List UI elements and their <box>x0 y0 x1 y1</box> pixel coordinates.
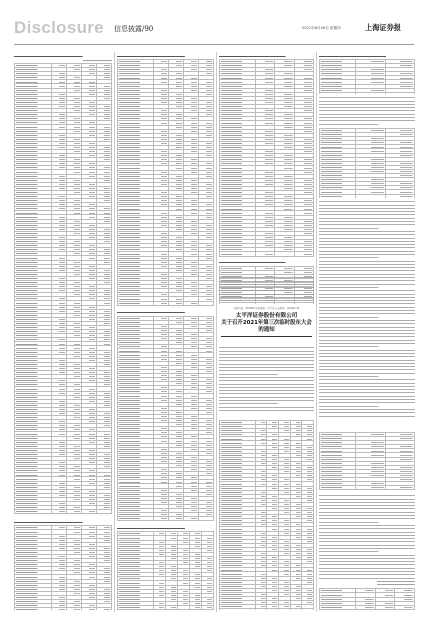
table-row <box>15 608 112 610</box>
column-4-footer <box>319 494 415 610</box>
masthead <box>0 0 428 40</box>
table-cell <box>220 252 256 256</box>
table-cell <box>395 609 415 610</box>
column-2 <box>117 54 214 610</box>
table-cell <box>385 486 414 490</box>
table-row <box>118 517 214 521</box>
table-row <box>320 486 415 490</box>
table-cell <box>255 252 274 256</box>
table-cell <box>267 609 279 610</box>
table-heading <box>219 54 314 58</box>
meeting-table <box>219 420 314 610</box>
table-cell <box>255 609 267 610</box>
table-cell <box>375 609 395 610</box>
text-paragraph <box>319 200 415 418</box>
table-cell <box>96 510 111 514</box>
table-cell <box>320 609 356 610</box>
financial-table <box>117 316 214 522</box>
column-3-body <box>219 346 314 416</box>
financial-table <box>319 59 415 94</box>
table-cell <box>290 609 302 610</box>
table-cell <box>356 609 376 610</box>
table-cell <box>169 301 184 305</box>
text-paragraph <box>319 96 415 126</box>
table-cell <box>96 608 111 610</box>
text-line <box>219 299 314 302</box>
column-4-table <box>319 128 415 198</box>
table-cell <box>154 517 169 521</box>
table-row <box>220 609 314 610</box>
column-divider <box>114 52 115 612</box>
table-cell <box>302 609 314 610</box>
table-row <box>320 92 415 94</box>
table-cell <box>81 510 96 514</box>
table-cell <box>220 609 256 610</box>
column-4-body <box>319 200 415 430</box>
notice-title: 关于召开2021年第三次临时股东大会的通知 <box>221 320 312 333</box>
table-heading <box>219 261 314 265</box>
notice-company-name: 太平洋证券股份有限公司 <box>235 313 298 319</box>
notice-rule <box>221 336 312 337</box>
financial-table <box>319 128 415 198</box>
table-row <box>220 252 314 256</box>
signature-date <box>319 583 415 586</box>
table-cell <box>66 608 81 610</box>
column-1 <box>14 54 112 610</box>
table-heading <box>14 54 112 58</box>
section-title: 信息披露/90 <box>114 25 154 33</box>
table-cell <box>279 609 291 610</box>
table-heading <box>117 54 214 58</box>
table-cell <box>199 517 214 521</box>
proxy-table <box>319 588 415 610</box>
notice-code-line: 证券代码：601099 证券简称：太平洋 公告编号：临2021-32 <box>233 307 300 310</box>
table-cell <box>15 510 52 514</box>
table-cell <box>169 517 184 521</box>
column-3-top <box>219 54 314 304</box>
financial-table <box>14 63 112 514</box>
column-3-bottom <box>219 420 314 610</box>
table-cell <box>118 517 154 521</box>
table-heading <box>319 54 415 58</box>
table-heading <box>117 311 214 315</box>
column-3-text <box>219 276 314 304</box>
meeting-notice-header <box>219 306 314 339</box>
text-paragraph <box>219 276 314 302</box>
column-4-agenda <box>319 432 415 492</box>
table-cell <box>320 92 356 94</box>
text-line <box>319 414 415 417</box>
column-divider <box>316 52 317 612</box>
column-divider <box>216 52 217 612</box>
text-paragraph <box>219 346 314 412</box>
table-cell <box>294 252 313 256</box>
newspaper-name: 上海证券报 <box>365 23 401 32</box>
table-cell <box>118 301 154 305</box>
text-line <box>319 122 415 125</box>
table-cell <box>356 486 385 490</box>
table-row <box>320 609 415 610</box>
financial-table <box>14 525 112 610</box>
table-unit <box>14 59 112 62</box>
financial-table <box>117 59 214 306</box>
table-cell <box>385 92 414 94</box>
publication-date: 2021年8月26日 星期四 <box>302 26 341 30</box>
table-cell <box>184 301 199 305</box>
financial-table <box>117 531 214 610</box>
table-cell <box>356 92 385 94</box>
table-cell <box>320 486 356 490</box>
masthead-rule <box>14 44 414 45</box>
table-row <box>118 301 214 305</box>
text-paragraph <box>319 494 415 580</box>
table-cell <box>275 252 294 256</box>
text-line <box>219 409 314 412</box>
table-cell <box>51 608 66 610</box>
disclosure-logo: Disclosure <box>14 18 104 37</box>
table-cell <box>81 608 96 610</box>
table-cell <box>154 301 169 305</box>
table-cell <box>184 517 199 521</box>
agenda-table <box>319 432 415 490</box>
table-cell <box>51 510 66 514</box>
table-row <box>15 510 112 514</box>
table-heading <box>117 526 214 530</box>
table-cell <box>66 510 81 514</box>
financial-table <box>219 59 314 257</box>
table-cell <box>199 301 214 305</box>
column-4-top <box>319 54 415 94</box>
column-4-text <box>319 96 415 126</box>
table-heading <box>14 520 112 524</box>
table-cell <box>15 608 52 610</box>
